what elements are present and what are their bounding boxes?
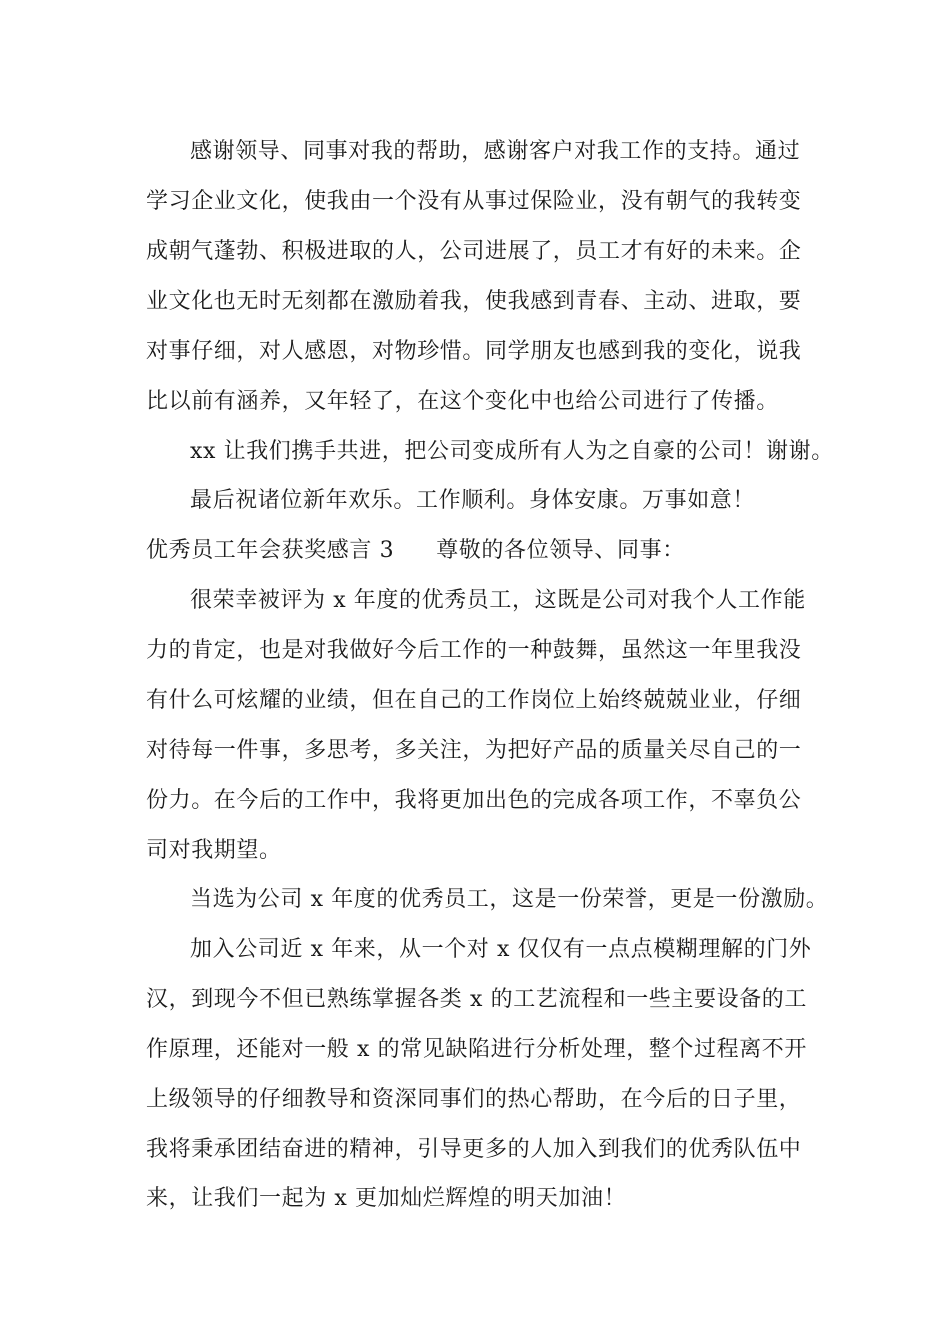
text-line: 有什么可炫耀的业绩，但在自己的工作岗位上始终兢兢业业，仔细 bbox=[146, 688, 802, 713]
text-line: 份力。在今后的工作中，我将更加出色的完成各项工作，不辜负公 bbox=[146, 788, 802, 813]
text-line: 比以前有涵养，又年轻了，在这个变化中也给公司进行了传播。 bbox=[146, 389, 779, 414]
text-line: 当选为公司 x 年度的优秀员工，这是一份荣誉，更是一份激励。 bbox=[190, 887, 829, 912]
text-line: 很荣幸被评为 x 年度的优秀员工，这既是公司对我个人工作能 bbox=[190, 588, 806, 613]
text-line: 力的肯定，也是对我做好今后工作的一种鼓舞，虽然这一年里我没 bbox=[146, 638, 802, 663]
text-line: 上级领导的仔细教导和资深同事们的热心帮助，在今后的日子里， bbox=[146, 1087, 802, 1112]
text-line: 学习企业文化，使我由一个没有从事过保险业，没有朝气的我转变 bbox=[146, 189, 802, 214]
text-line: 成朝气蓬勃、积极进取的人，公司进展了，员工才有好的未来。企 bbox=[146, 239, 802, 264]
text-line: 汉，到现今不但已熟练掌握各类 x 的工艺流程和一些主要设备的工 bbox=[146, 987, 807, 1012]
text-line: 加入公司近 x 年来，从一个对 x 仅仅有一点点模糊理解的门外 bbox=[190, 937, 812, 962]
text-line: 司对我期望。 bbox=[146, 838, 282, 863]
text-line: 最后祝诸位新年欢乐。工作顺利。身体安康。万事如意！ bbox=[190, 488, 756, 513]
text-line: xx 让我们携手共进，把公司变成所有人为之自豪的公司！谢谢。 bbox=[190, 439, 834, 464]
text-line: 我将秉承团结奋进的精神，引导更多的人加入到我们的优秀队伍中 bbox=[146, 1137, 802, 1162]
text-line: 业文化也无时无刻都在激励着我，使我感到青春、主动、进取，要 bbox=[146, 289, 802, 314]
text-line: 来，让我们一起为 x 更加灿烂辉煌的明天加油！ bbox=[146, 1186, 627, 1211]
text-line: 对事仔细，对人感恩，对物珍惜。同学朋友也感到我的变化，说我 bbox=[146, 339, 802, 364]
text-line: 感谢领导、同事对我的帮助，感谢客户对我工作的支持。通过 bbox=[190, 139, 801, 164]
section-heading bbox=[146, 536, 816, 566]
salutation: 尊敬的各位领导、同事： bbox=[436, 538, 685, 563]
text-line: 对待每一件事，多思考，多关注，为把好产品的质量关尽自己的一 bbox=[146, 738, 802, 763]
text-line: 作原理，还能对一般 x 的常见缺陷进行分析处理，整个过程离不开 bbox=[146, 1037, 807, 1062]
section-title: 优秀员工年会获奖感言 3 bbox=[146, 538, 395, 563]
